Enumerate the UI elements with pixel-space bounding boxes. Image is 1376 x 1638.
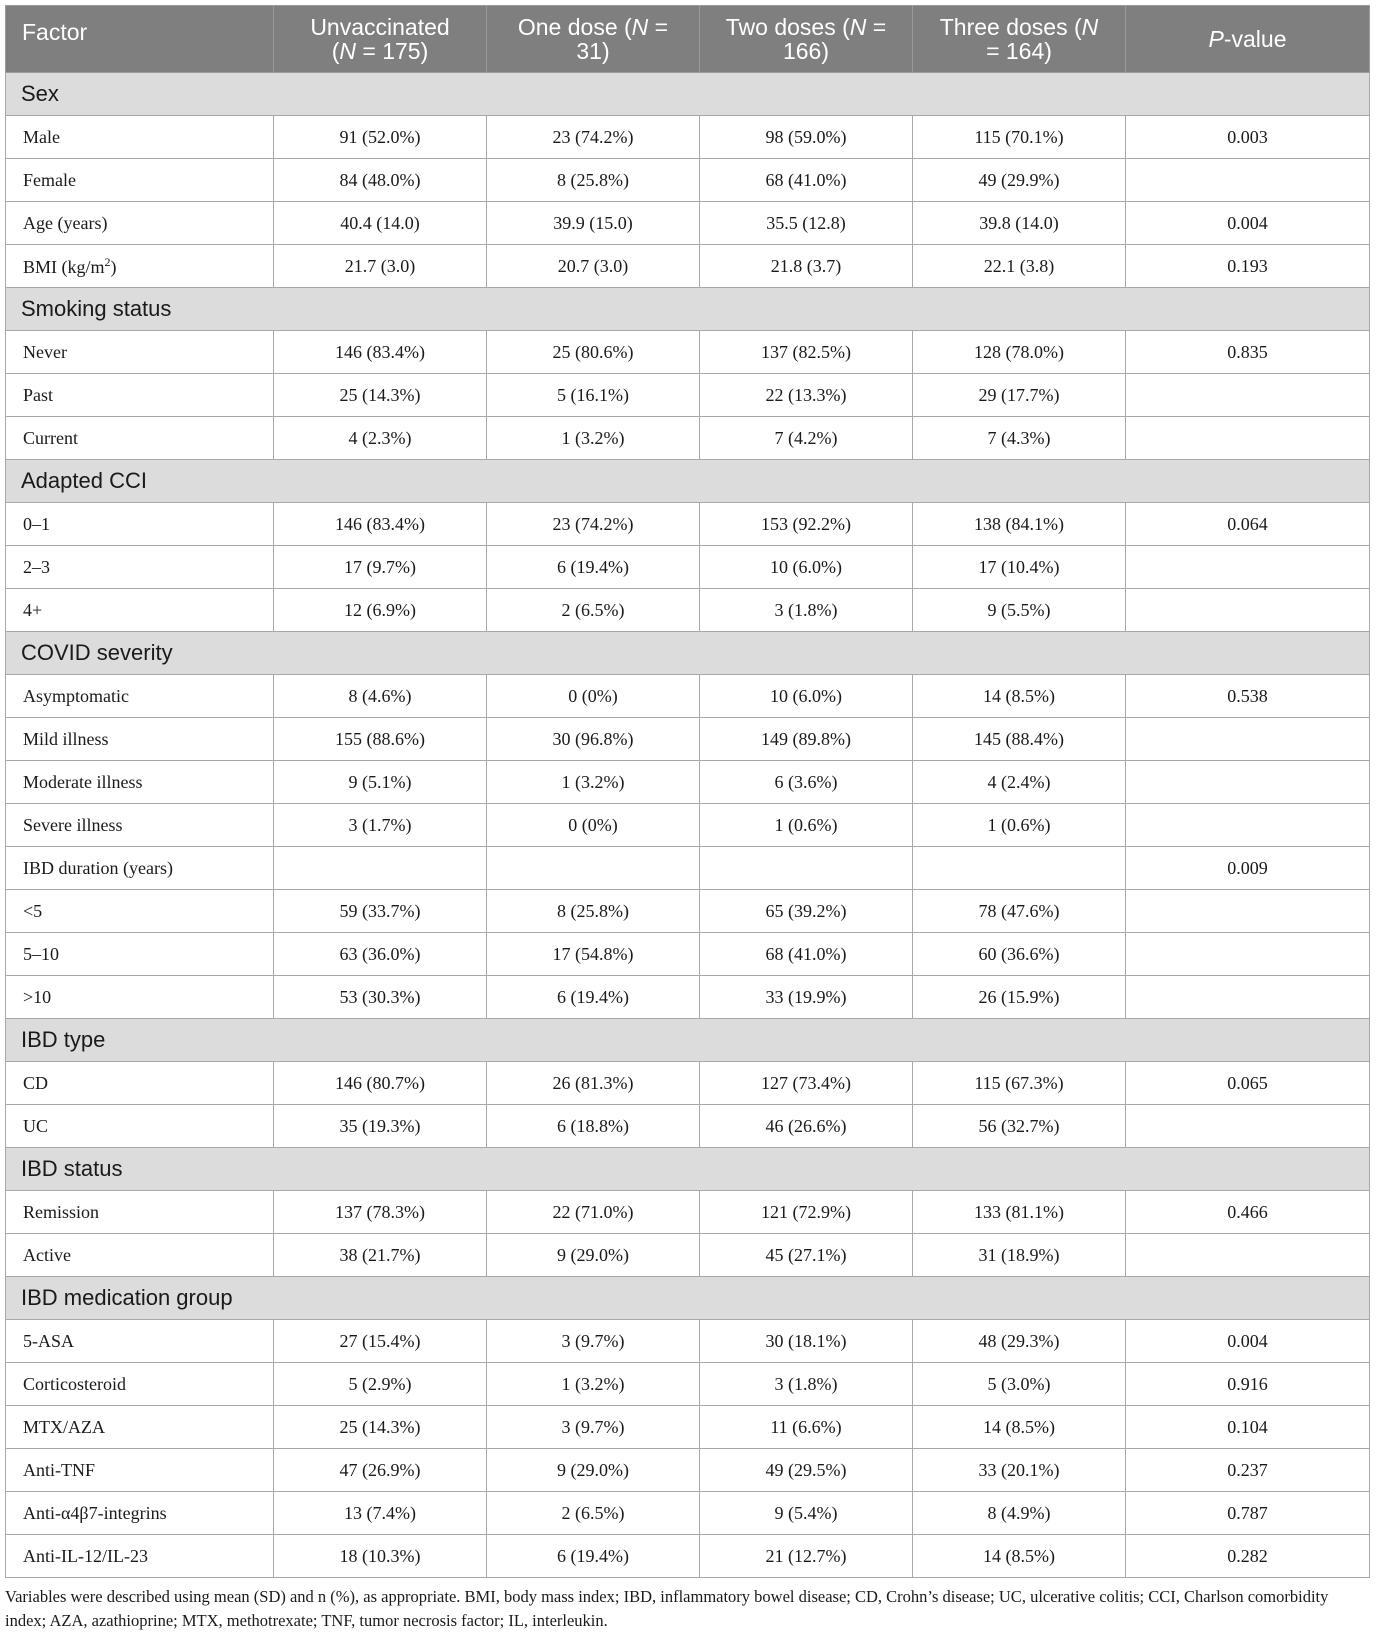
p-value-cell xyxy=(1126,1105,1370,1148)
p-value-cell: 0.835 xyxy=(1126,331,1370,374)
header-two-doses: Two doses (N = 166) xyxy=(700,6,913,73)
table-cell: 10 (6.0%) xyxy=(700,675,913,718)
table-cell: 40.4 (14.0) xyxy=(274,202,487,245)
row-label: Anti-α4β7-integrins xyxy=(6,1492,274,1535)
p-value-cell: 0.787 xyxy=(1126,1492,1370,1535)
table-row xyxy=(6,116,1370,159)
table-row xyxy=(6,1449,1370,1492)
table-cell: 17 (54.8%) xyxy=(487,933,700,976)
table-cell: 30 (96.8%) xyxy=(487,718,700,761)
table-cell: 1 (0.6%) xyxy=(700,804,913,847)
table-cell: 39.8 (14.0) xyxy=(913,202,1126,245)
section-title: IBD status xyxy=(6,1148,1370,1191)
p-value-cell xyxy=(1126,976,1370,1019)
table-cell: 21.8 (3.7) xyxy=(700,245,913,288)
table-cell: 22.1 (3.8) xyxy=(913,245,1126,288)
row-label: Current xyxy=(6,417,274,460)
section-header-row xyxy=(6,73,1370,116)
table-row xyxy=(6,1363,1370,1406)
header-row xyxy=(6,6,1370,73)
table-row xyxy=(6,933,1370,976)
table-body xyxy=(6,73,1370,1578)
table-cell: 0 (0%) xyxy=(487,804,700,847)
p-value-cell xyxy=(1126,546,1370,589)
table-cell: 14 (8.5%) xyxy=(913,1535,1126,1578)
table-cell: 48 (29.3%) xyxy=(913,1320,1126,1363)
row-label: >10 xyxy=(6,976,274,1019)
table-row xyxy=(6,417,1370,460)
row-label: Age (years) xyxy=(6,202,274,245)
table-row xyxy=(6,1234,1370,1277)
table-cell: 91 (52.0%) xyxy=(274,116,487,159)
p-value-cell: 0.004 xyxy=(1126,202,1370,245)
section-title: IBD medication group xyxy=(6,1277,1370,1320)
row-label: Female xyxy=(6,159,274,202)
table-cell: 9 (5.1%) xyxy=(274,761,487,804)
table-row xyxy=(6,589,1370,632)
table-cell: 133 (81.1%) xyxy=(913,1191,1126,1234)
table-cell: 2 (6.5%) xyxy=(487,1492,700,1535)
header-three-doses: Three doses (N = 164) xyxy=(913,6,1126,73)
table-cell: 12 (6.9%) xyxy=(274,589,487,632)
table-cell: 6 (19.4%) xyxy=(487,1535,700,1578)
row-label: Past xyxy=(6,374,274,417)
table-cell: 47 (26.9%) xyxy=(274,1449,487,1492)
table-cell: 127 (73.4%) xyxy=(700,1062,913,1105)
table-cell: 8 (25.8%) xyxy=(487,159,700,202)
table-cell: 145 (88.4%) xyxy=(913,718,1126,761)
table-cell: 13 (7.4%) xyxy=(274,1492,487,1535)
p-value-cell xyxy=(1126,933,1370,976)
table-cell: 138 (84.1%) xyxy=(913,503,1126,546)
p-value-cell xyxy=(1126,159,1370,202)
p-value-cell: 0.104 xyxy=(1126,1406,1370,1449)
p-value-cell: 0.065 xyxy=(1126,1062,1370,1105)
table-cell: 1 (3.2%) xyxy=(487,761,700,804)
table-row xyxy=(6,1105,1370,1148)
p-value-cell xyxy=(1126,417,1370,460)
table-row xyxy=(6,546,1370,589)
section-header-row xyxy=(6,632,1370,675)
table-row xyxy=(6,675,1370,718)
table-cell: 1 (3.2%) xyxy=(487,1363,700,1406)
table-cell: 121 (72.9%) xyxy=(700,1191,913,1234)
table-cell: 146 (83.4%) xyxy=(274,503,487,546)
table-cell: 30 (18.1%) xyxy=(700,1320,913,1363)
table-cell: 10 (6.0%) xyxy=(700,546,913,589)
table-cell: 25 (14.3%) xyxy=(274,374,487,417)
table-row xyxy=(6,503,1370,546)
row-label: 4+ xyxy=(6,589,274,632)
section-header-row xyxy=(6,1148,1370,1191)
table-cell: 26 (15.9%) xyxy=(913,976,1126,1019)
p-value-cell xyxy=(1126,890,1370,933)
table-cell: 3 (1.7%) xyxy=(274,804,487,847)
table-cell: 2 (6.5%) xyxy=(487,589,700,632)
table-cell: 3 (9.7%) xyxy=(487,1320,700,1363)
header-one-dose: One dose (N = 31) xyxy=(487,6,700,73)
header-unvaccinated: Unvaccinated (N = 175) xyxy=(274,6,487,73)
table-cell: 56 (32.7%) xyxy=(913,1105,1126,1148)
table-row xyxy=(6,374,1370,417)
table-cell: 22 (71.0%) xyxy=(487,1191,700,1234)
table-cell: 155 (88.6%) xyxy=(274,718,487,761)
table-row xyxy=(6,202,1370,245)
row-label: IBD duration (years) xyxy=(6,847,274,890)
table-cell: 9 (29.0%) xyxy=(487,1449,700,1492)
header-p-value: P-value xyxy=(1126,6,1370,73)
row-label: Severe illness xyxy=(6,804,274,847)
table-cell: 49 (29.9%) xyxy=(913,159,1126,202)
table-cell: 68 (41.0%) xyxy=(700,159,913,202)
table-cell: 78 (47.6%) xyxy=(913,890,1126,933)
row-label: Moderate illness xyxy=(6,761,274,804)
section-title: IBD type xyxy=(6,1019,1370,1062)
row-label: CD xyxy=(6,1062,274,1105)
table-cell: 115 (67.3%) xyxy=(913,1062,1126,1105)
table-cell xyxy=(274,847,487,890)
table-cell xyxy=(487,847,700,890)
row-label: 0–1 xyxy=(6,503,274,546)
table-cell: 0 (0%) xyxy=(487,675,700,718)
table-row xyxy=(6,1492,1370,1535)
table-cell: 49 (29.5%) xyxy=(700,1449,913,1492)
p-value-cell: 0.193 xyxy=(1126,245,1370,288)
table-cell: 14 (8.5%) xyxy=(913,1406,1126,1449)
p-value-cell xyxy=(1126,1234,1370,1277)
table-cell: 137 (78.3%) xyxy=(274,1191,487,1234)
row-label: Anti-IL-12/IL-23 xyxy=(6,1535,274,1578)
p-value-cell: 0.466 xyxy=(1126,1191,1370,1234)
section-title: Sex xyxy=(6,73,1370,116)
section-header-row xyxy=(6,288,1370,331)
table-cell: 60 (36.6%) xyxy=(913,933,1126,976)
table-cell: 1 (3.2%) xyxy=(487,417,700,460)
table-cell: 17 (9.7%) xyxy=(274,546,487,589)
row-label: MTX/AZA xyxy=(6,1406,274,1449)
row-label: Anti-TNF xyxy=(6,1449,274,1492)
table-cell: 6 (3.6%) xyxy=(700,761,913,804)
table-row xyxy=(6,718,1370,761)
table-cell: 33 (20.1%) xyxy=(913,1449,1126,1492)
row-label: Corticosteroid xyxy=(6,1363,274,1406)
table-cell: 23 (74.2%) xyxy=(487,116,700,159)
table-cell: 4 (2.3%) xyxy=(274,417,487,460)
table-cell: 4 (2.4%) xyxy=(913,761,1126,804)
table-cell: 3 (1.8%) xyxy=(700,1363,913,1406)
table-row xyxy=(6,847,1370,890)
table-cell: 29 (17.7%) xyxy=(913,374,1126,417)
table-header xyxy=(6,6,1370,73)
table-cell: 46 (26.6%) xyxy=(700,1105,913,1148)
table-cell: 137 (82.5%) xyxy=(700,331,913,374)
p-value-cell xyxy=(1126,761,1370,804)
table-cell: 8 (4.6%) xyxy=(274,675,487,718)
table-cell: 22 (13.3%) xyxy=(700,374,913,417)
table-cell: 6 (18.8%) xyxy=(487,1105,700,1148)
table-cell: 3 (1.8%) xyxy=(700,589,913,632)
section-header-row xyxy=(6,1019,1370,1062)
row-label: Never xyxy=(6,331,274,374)
p-value-cell: 0.004 xyxy=(1126,1320,1370,1363)
table-cell: 31 (18.9%) xyxy=(913,1234,1126,1277)
section-title: COVID severity xyxy=(6,632,1370,675)
table-cell: 115 (70.1%) xyxy=(913,116,1126,159)
table-cell: 5 (2.9%) xyxy=(274,1363,487,1406)
table-cell: 7 (4.2%) xyxy=(700,417,913,460)
table-cell: 25 (14.3%) xyxy=(274,1406,487,1449)
table-cell xyxy=(700,847,913,890)
table-row xyxy=(6,331,1370,374)
table-cell: 5 (3.0%) xyxy=(913,1363,1126,1406)
row-label: 5-ASA xyxy=(6,1320,274,1363)
table-cell: 14 (8.5%) xyxy=(913,675,1126,718)
row-label: Mild illness xyxy=(6,718,274,761)
table-cell: 17 (10.4%) xyxy=(913,546,1126,589)
row-label: Remission xyxy=(6,1191,274,1234)
table-cell: 8 (4.9%) xyxy=(913,1492,1126,1535)
p-value-cell: 0.003 xyxy=(1126,116,1370,159)
table-cell: 8 (25.8%) xyxy=(487,890,700,933)
table-cell: 9 (5.5%) xyxy=(913,589,1126,632)
table-cell: 65 (39.2%) xyxy=(700,890,913,933)
table-cell: 6 (19.4%) xyxy=(487,546,700,589)
table-row xyxy=(6,245,1370,288)
table-cell: 27 (15.4%) xyxy=(274,1320,487,1363)
table-cell: 35.5 (12.8) xyxy=(700,202,913,245)
header-factor: Factor xyxy=(6,6,274,73)
table-cell: 128 (78.0%) xyxy=(913,331,1126,374)
table-cell: 5 (16.1%) xyxy=(487,374,700,417)
row-label: Male xyxy=(6,116,274,159)
table-row xyxy=(6,159,1370,202)
table-row xyxy=(6,1320,1370,1363)
table-cell: 68 (41.0%) xyxy=(700,933,913,976)
row-label: Asymptomatic xyxy=(6,675,274,718)
row-label: 2–3 xyxy=(6,546,274,589)
table-cell xyxy=(913,847,1126,890)
section-header-row xyxy=(6,460,1370,503)
table-cell: 33 (19.9%) xyxy=(700,976,913,1019)
section-header-row xyxy=(6,1277,1370,1320)
row-label: UC xyxy=(6,1105,274,1148)
table-cell: 3 (9.7%) xyxy=(487,1406,700,1449)
table-cell: 26 (81.3%) xyxy=(487,1062,700,1105)
table-row xyxy=(6,1535,1370,1578)
table-cell: 35 (19.3%) xyxy=(274,1105,487,1148)
table-cell: 9 (5.4%) xyxy=(700,1492,913,1535)
table-cell: 39.9 (15.0) xyxy=(487,202,700,245)
table-cell: 7 (4.3%) xyxy=(913,417,1126,460)
document-page xyxy=(5,5,1369,1633)
table-cell: 11 (6.6%) xyxy=(700,1406,913,1449)
table-row xyxy=(6,761,1370,804)
p-value-cell: 0.538 xyxy=(1126,675,1370,718)
table-cell: 59 (33.7%) xyxy=(274,890,487,933)
table-cell: 20.7 (3.0) xyxy=(487,245,700,288)
table-cell: 53 (30.3%) xyxy=(274,976,487,1019)
table-cell: 23 (74.2%) xyxy=(487,503,700,546)
section-title: Adapted CCI xyxy=(6,460,1370,503)
row-label: 5–10 xyxy=(6,933,274,976)
table-cell: 9 (29.0%) xyxy=(487,1234,700,1277)
p-value-cell xyxy=(1126,718,1370,761)
characteristics-table xyxy=(5,5,1370,1578)
table-cell: 146 (80.7%) xyxy=(274,1062,487,1105)
row-label: <5 xyxy=(6,890,274,933)
row-label: Active xyxy=(6,1234,274,1277)
table-row xyxy=(6,804,1370,847)
p-value-cell: 0.009 xyxy=(1126,847,1370,890)
table-row xyxy=(6,1191,1370,1234)
p-value-cell: 0.282 xyxy=(1126,1535,1370,1578)
table-cell: 21 (12.7%) xyxy=(700,1535,913,1578)
table-row xyxy=(6,976,1370,1019)
row-label: BMI $(kg/m^2)$ xyxy=(6,245,274,288)
p-value-cell xyxy=(1126,589,1370,632)
table-cell: 18 (10.3%) xyxy=(274,1535,487,1578)
table-cell: 149 (89.8%) xyxy=(700,718,913,761)
p-value-cell xyxy=(1126,804,1370,847)
table-row xyxy=(6,890,1370,933)
table-row xyxy=(6,1062,1370,1105)
table-cell: 153 (92.2%) xyxy=(700,503,913,546)
table-cell: 84 (48.0%) xyxy=(274,159,487,202)
table-footnote: Variables were described using mean (SD) and n (%), as appropriate. BMI, body mass index; IBD, inflammatory bowel disease; CD, Crohn’s disease; UC, ulcerative colitis; CCI, Charlson comorbidity index; AZA, azathioprine; MTX, methotrexate; TNF, tumor necrosis factor; IL, interleukin. xyxy=(5,1587,1329,1630)
table-cell: 25 (80.6%) xyxy=(487,331,700,374)
section-title: Smoking status xyxy=(6,288,1370,331)
table-row xyxy=(6,1406,1370,1449)
table-cell: 45 (27.1%) xyxy=(700,1234,913,1277)
table-cell: 146 (83.4%) xyxy=(274,331,487,374)
table-cell: 98 (59.0%) xyxy=(700,116,913,159)
table-cell: 38 (21.7%) xyxy=(274,1234,487,1277)
table-cell: 21.7 (3.0) xyxy=(274,245,487,288)
p-value-cell xyxy=(1126,374,1370,417)
p-value-cell: 0.237 xyxy=(1126,1449,1370,1492)
p-value-cell: 0.064 xyxy=(1126,503,1370,546)
p-value-cell: 0.916 xyxy=(1126,1363,1370,1406)
table-cell: 63 (36.0%) xyxy=(274,933,487,976)
table-cell: 1 (0.6%) xyxy=(913,804,1126,847)
table-cell: 6 (19.4%) xyxy=(487,976,700,1019)
